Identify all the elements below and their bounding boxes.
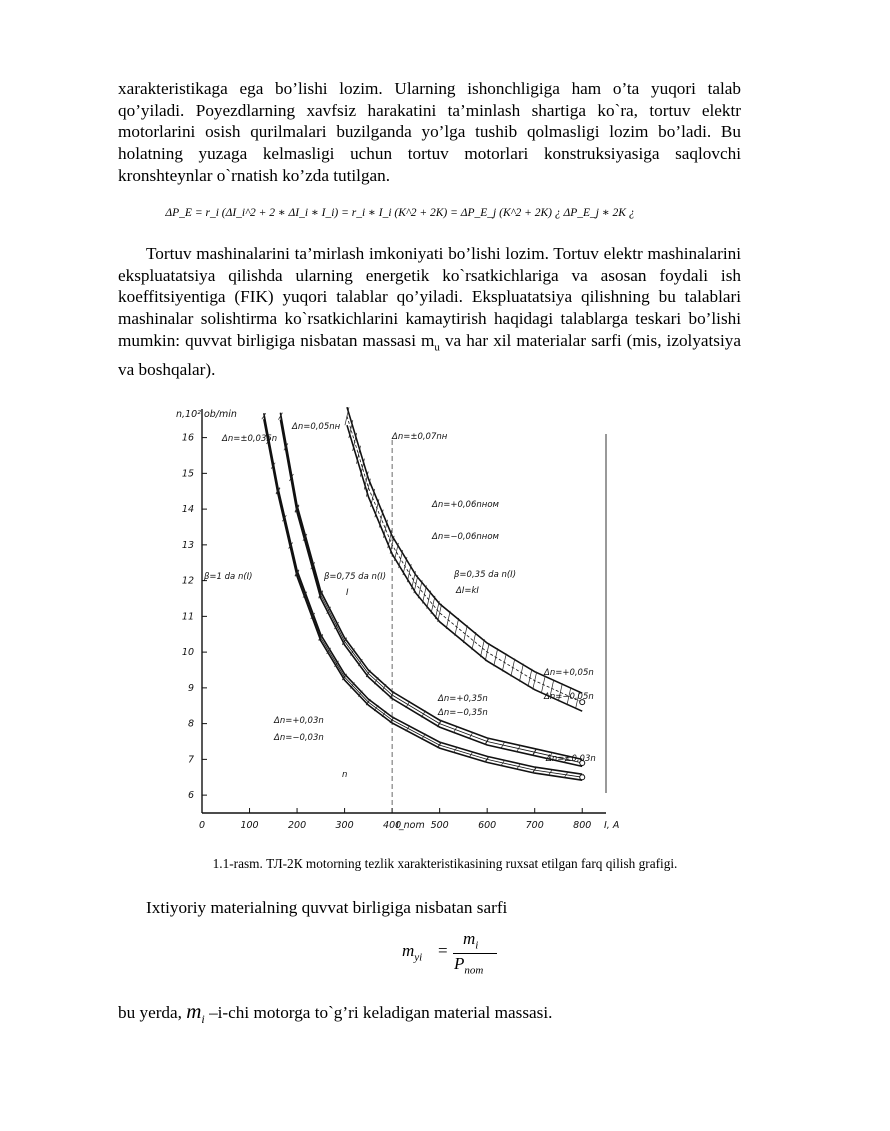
formula-specific-consumption (402, 929, 512, 979)
x-tick-label: 300 (335, 820, 354, 831)
curve-hatch (480, 639, 484, 657)
curve-hatch (463, 625, 467, 643)
curve-hatch (469, 732, 473, 739)
x-tick-label: 100 (240, 820, 259, 831)
curve-hatch (394, 543, 398, 561)
formula-den-symbol: P (454, 954, 465, 973)
chart-annotation: β=1 da n(I) (204, 572, 253, 582)
curve-hatch (375, 499, 379, 517)
paragraph-1: xarakteristikaga ega bo’lishi lozim. Ularning ishonchligiga ham o’ta yuqori talab qo’yiladi. Poyezdlarning xavfsiz harakatini ta’minlash shartiga ko`ra, tortuv elektr motorlarini osish qurilmalari buzilganda yo’lga tushib qolmasligi lozim bo’ladi. Bu holatning yuzaga kelmasligi uchun tortuv motorlari konstruksiyasiga saqlovchi kronshteynlar o`rnatish ko’zda tutilgan. (118, 79, 741, 185)
formula-numerator (463, 929, 478, 951)
y-tick-label: 16 (181, 432, 194, 444)
chart-annotation: β=0,75 da n(I) (324, 572, 387, 582)
curve-hatch (371, 489, 375, 507)
formula-lhs (402, 941, 422, 963)
paragraph-4-text: –i-chi motorga to`g’ri keladigan material massasi. (209, 1003, 553, 1022)
curve-hatch (438, 742, 442, 748)
chart-annotation: Δn=0,05nн (292, 422, 341, 432)
x-tick-label: 800 (573, 820, 592, 831)
curve-hatch (406, 701, 410, 708)
y-tick-label: 10 (181, 647, 194, 659)
chart-annotation: Δn=+0,35n (438, 694, 488, 704)
y-tick-label: 11 (181, 611, 194, 623)
y-tick-label: 12 (181, 575, 194, 587)
y-tick-label: 8 (187, 718, 194, 730)
chart-annotation: Δn=−0,03n (274, 733, 324, 743)
chart-annotation: β=0,35 da n(I) (454, 570, 517, 580)
chart-annotation: Δn=+0,06nном (432, 500, 499, 510)
paragraph-2-text: Tortuv mashinalarini ta’mirlash imkoniyati bo’lishi lozim. Tortuv elektr mashinalarini ekspluatatsiya qilishda ularning energetik ko`rsatkichlariga va asosan foydali ish koeffitsiyentiga (FIK) yuqori talablar qo’yiladi. Ekspluatatsiya qilishning bu talablari mashinalar solishtirma ko`rsatkichlarini kamaytirish haqidagi talablarga teskari bo’lishi mumkin: quvvat birligiga nisbatan massasi m (118, 244, 741, 350)
x-tick-label: 0 (198, 820, 206, 831)
y-tick-label: 9 (187, 682, 194, 694)
paragraph-4-lead: bu yerda, (118, 1003, 182, 1022)
formula-eq: = (438, 941, 448, 960)
x-tick-label: 500 (430, 820, 449, 831)
x-tick-label: 400 (383, 820, 402, 831)
curve-hatch (438, 720, 442, 727)
curve-hatch (379, 510, 383, 528)
curve-hatch (412, 571, 416, 589)
y-axis-label: n,10² ob/min (176, 409, 237, 420)
chart-annotation: ΔI=kI (456, 586, 479, 596)
curve-hatch (446, 611, 450, 629)
chart-annotation: Δn=−0,35n (438, 708, 488, 718)
formula-den-sub: nom (464, 964, 484, 977)
y-tick-label: 13 (181, 539, 194, 551)
formula-lhs-sub: yi (414, 951, 423, 964)
curve-hatch (485, 643, 489, 661)
paragraph-2-tail: va har xil materialar sarfi (mis, izolyatsiya va boshqalar). (118, 330, 741, 379)
y-tick-label: 7 (187, 754, 194, 766)
chart-axes (202, 409, 606, 813)
x-tick-label: 600 (478, 820, 497, 831)
curve-hatch (407, 564, 411, 582)
formula-power-loss: ΔP_E = r_i (ΔI_i^2 + 2 ∗ ΔI_i ∗ I_i) = r_i ∗ I_i (K^2 + 2K) = ΔP_E_j (K^2 + 2K) ¿ ΔP_E_j ∗ 2K ¿ (165, 207, 635, 219)
formula-num-sub: i (475, 939, 479, 952)
paragraph-3: Ixtiyoriy materialning quvvat birligiga nisbatan sarfi (146, 898, 508, 917)
curve-hatch (421, 710, 425, 717)
chart-annotation: Δn=±0,03n (546, 754, 596, 764)
curve-hatch (528, 669, 532, 687)
formula-lhs-symbol: m (402, 941, 415, 960)
chart-ticks (176, 409, 619, 831)
curve-hatch (388, 530, 392, 548)
curve-end-point (580, 775, 585, 780)
chart-annotation: Δn=±0,07nн (392, 432, 448, 442)
x-tick-label: 200 (287, 820, 307, 831)
i-nom-label: I_nom (396, 820, 425, 831)
y-tick-label: 14 (181, 504, 194, 516)
chart-annotation: Δn=−0,05n (544, 692, 594, 702)
curve-hatch (418, 580, 422, 598)
curve-hatch (427, 591, 431, 609)
chart-annotation: Δn=−0,06nном (432, 532, 499, 542)
curve-hatch (422, 585, 426, 603)
symbol-m-letter: m (186, 999, 202, 1023)
paragraph-2-subscript: u (434, 341, 440, 354)
x-tick-label: 700 (525, 820, 544, 831)
curve-hatch (383, 520, 387, 538)
y-tick-label: 6 (187, 790, 194, 802)
curve-hatch (431, 596, 435, 614)
curve-hatch (403, 557, 407, 575)
curve-hatch (541, 676, 545, 694)
chart-annotation: Δn=+0,03n (274, 716, 324, 726)
curve-hatch (511, 659, 515, 677)
curve-band-upper (347, 407, 582, 693)
symbol-m-sub: i (201, 1012, 205, 1027)
curve-hatch (455, 618, 459, 636)
formula-denominator (454, 954, 483, 976)
symbol-m (186, 999, 205, 1027)
curve-hatch (472, 632, 476, 650)
curve-hatch (399, 550, 403, 568)
curve-hatch (519, 664, 523, 682)
paragraph-4 (118, 999, 758, 1027)
speed-characteristic-chart (174, 403, 620, 838)
chart-annotation: Δn=+0,05n (544, 668, 594, 678)
x-axis-label: I, A (604, 820, 620, 831)
chart-annotation: n (342, 770, 348, 780)
figure-caption: 1.1-rasm. ТЛ-2К motorning tezlik xarakteristikasining ruxsat etilgan farq qilish grafigi. (212, 856, 678, 871)
curve-hatch (494, 648, 498, 666)
chart-annotation: Δn=±0,035n (222, 434, 278, 444)
curve-hatch (453, 726, 457, 733)
curve-band-upper (280, 413, 582, 760)
paragraph-2 (118, 243, 741, 381)
formula-num-symbol: m (463, 929, 476, 948)
curve-hatch (414, 575, 418, 593)
curve-hatch (533, 672, 537, 690)
curve-centre (280, 416, 582, 763)
y-tick-label: 15 (181, 468, 194, 480)
curve-hatch (437, 720, 441, 727)
curve-centre (347, 416, 582, 702)
curve-hatch (502, 653, 506, 671)
chart-annotation: I (346, 588, 349, 598)
